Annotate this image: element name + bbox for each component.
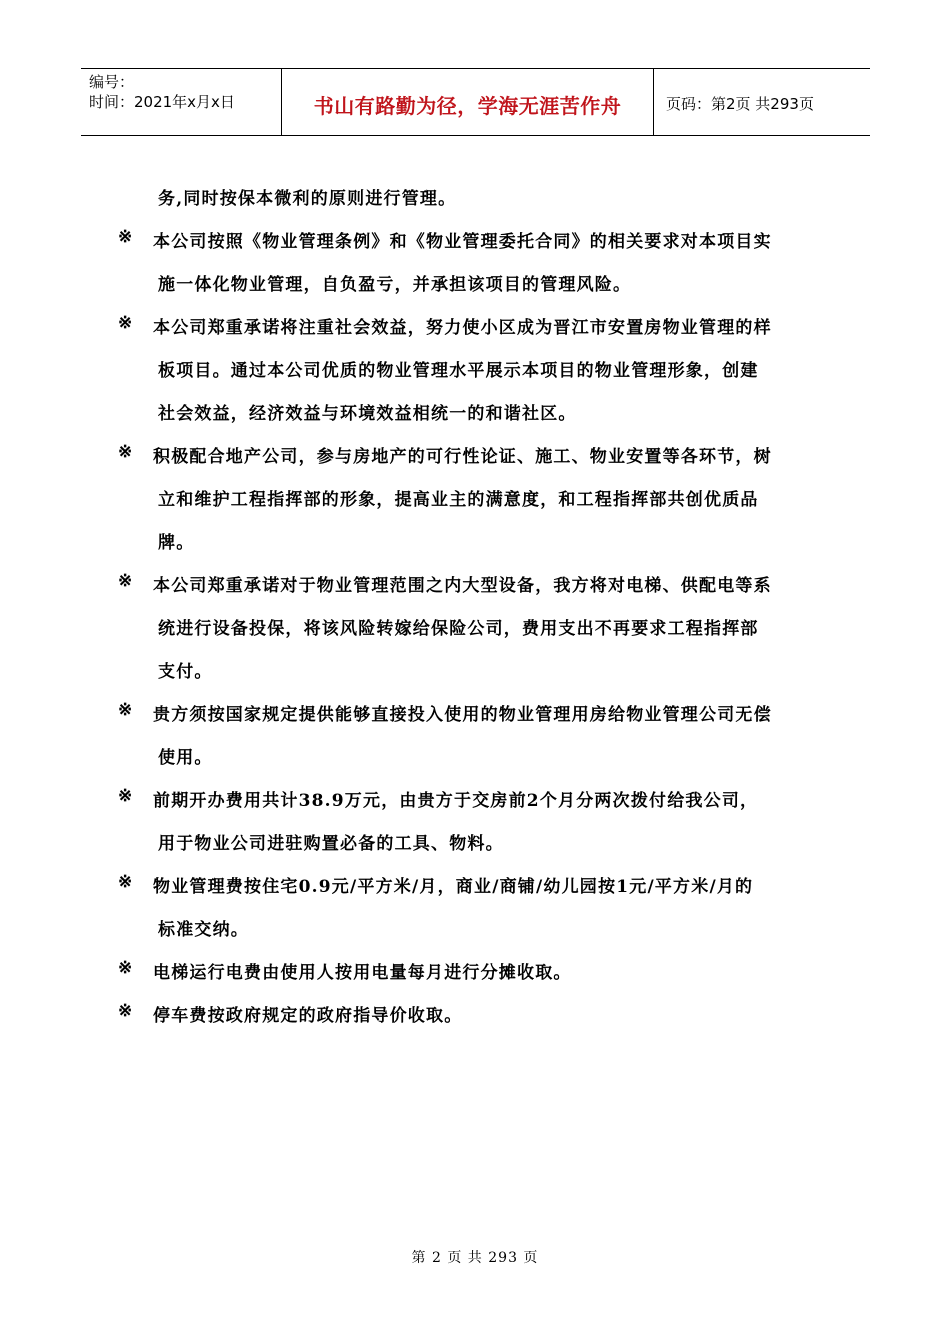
body-line: 统进行设备投保，将该风险转嫁给保险公司，费用支出不再要求工程指挥部: [158, 619, 759, 639]
body-line: 务,同时按保本微利的原则进行管理。: [158, 189, 457, 209]
bullet-mark: ※: [118, 571, 133, 591]
body-line: 物业管理费按住宅0.9元/平方米/月，商业/商铺/幼儿园按1元/平方米/月的: [153, 877, 754, 897]
body-line: 本公司按照《物业管理条例》和《物业管理委托合同》的相关要求对本项目实: [153, 232, 772, 252]
header-meta: [81, 69, 282, 135]
body-line: 板项目。通过本公司优质的物业管理水平展示本项目的物业管理形象，创建: [158, 361, 759, 381]
body-line: 电梯运行电费由使用人按用电量每月进行分摊收取。: [153, 963, 572, 983]
body-line: 牌。: [158, 533, 195, 553]
document-number-label: 编号：: [89, 73, 135, 91]
page-footer: 第 2 页 共 293 页: [411, 1250, 539, 1266]
body-line: 立和维护工程指挥部的形象，提高业主的满意度，和工程指挥部共创优质品: [158, 490, 759, 510]
bullet-mark: ※: [118, 700, 133, 720]
bullet-mark: ※: [118, 313, 133, 333]
body-line: 标准交纳。: [158, 920, 249, 940]
document-header: [81, 68, 870, 136]
body-line: 积极配合地产公司，参与房地产的可行性论证、施工、物业安置等各环节，树: [153, 447, 772, 467]
header-page-info: 页码：第2页 共293页: [666, 94, 814, 113]
bullet-mark: ※: [118, 872, 133, 892]
header-motto-cell: [282, 69, 654, 135]
body-line: 前期开办费用共计38.9万元，由贵方于交房前2个月分两次拨付给我公司，: [153, 791, 759, 811]
body-line: 用于物业公司进驻购置必备的工具、物料。: [158, 834, 504, 854]
motto-text: 书山有路勤为径，学海无涯苦作舟: [313, 93, 622, 118]
body-line: 贵方须按国家规定提供能够直接投入使用的物业管理用房给物业管理公司无偿: [153, 705, 772, 725]
body-line: 本公司郑重承诺将注重社会效益，努力使小区成为晋江市安置房物业管理的样: [153, 318, 772, 338]
bullet-mark: ※: [118, 227, 133, 247]
body-line: 停车费按政府规定的政府指导价收取。: [153, 1006, 463, 1026]
bullet-mark: ※: [118, 958, 133, 978]
body-line: 社会效益，经济效益与环境效益相统一的和谐社区。: [158, 404, 577, 424]
bullet-mark: ※: [118, 1001, 133, 1021]
body-line: 本公司郑重承诺对于物业管理范围之内大型设备，我方将对电梯、供配电等系: [153, 576, 772, 596]
document-date-label: 时间：2021年x月x日: [89, 93, 235, 111]
bullet-mark: ※: [118, 786, 133, 806]
body-line: 使用。: [158, 748, 213, 768]
body-line: 支付。: [158, 662, 213, 682]
bullet-mark: ※: [118, 442, 133, 462]
body-line: 施一体化物业管理，自负盈亏，并承担该项目的管理风险。: [158, 275, 632, 295]
